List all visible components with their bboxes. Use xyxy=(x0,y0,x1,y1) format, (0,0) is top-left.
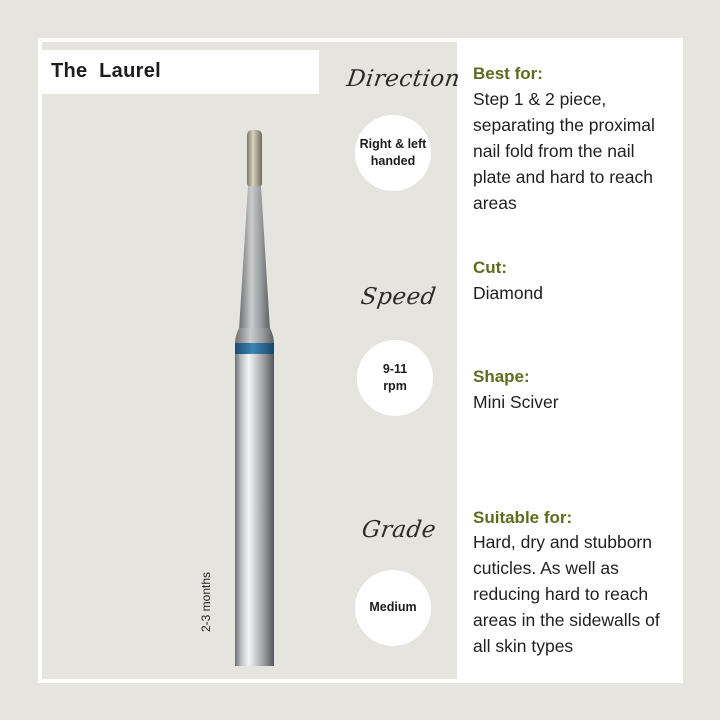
suitable-for-heading: Suitable for: xyxy=(473,508,573,527)
suitable-for-line: reducing hard to reach xyxy=(473,584,649,604)
shape-text xyxy=(473,389,685,415)
suitable-for-line: Hard, dry and stubborn xyxy=(473,532,652,552)
lifespan-label: 2-3 months xyxy=(199,571,213,632)
direction-value-line-2: handed xyxy=(370,154,416,168)
drill-bit-image xyxy=(220,122,286,668)
best-for-line: separating the proximal xyxy=(473,115,655,135)
cut-text xyxy=(473,280,685,306)
suitable-for-text xyxy=(473,529,685,659)
best-for-line: Step 1 & 2 piece, xyxy=(473,89,607,109)
grade-badge xyxy=(355,570,431,646)
direction-badge xyxy=(355,115,431,191)
best-for-line: plate and hard to reach xyxy=(473,167,653,187)
best-for-text xyxy=(473,86,685,216)
cut-heading: Cut: xyxy=(473,258,507,277)
cut-value: Diamond xyxy=(473,283,544,303)
speed-badge xyxy=(357,340,433,416)
suitable-for-line: areas in the sidewalls of xyxy=(473,610,660,630)
best-for-line: nail fold from the nail xyxy=(473,141,635,161)
best-for-line: areas xyxy=(473,193,517,213)
speed-value-line-2: rpm xyxy=(383,379,407,393)
shape-heading: Shape: xyxy=(473,367,530,386)
suitable-for-line: all skin types xyxy=(473,636,574,656)
grade-value: Medium xyxy=(369,600,417,615)
shape-value: Mini Sciver xyxy=(473,392,559,412)
speed-label: Speed xyxy=(359,284,438,310)
direction-value-line-1: Right & left xyxy=(359,136,427,151)
suitable-for-line: cuticles. As well as xyxy=(473,558,619,578)
product-title: The Laurel xyxy=(51,60,161,82)
grade-label: Grade xyxy=(360,517,438,543)
best-for-heading: Best for: xyxy=(473,64,543,83)
direction-label: Direction xyxy=(345,66,462,92)
speed-value-line-1: 9-11 xyxy=(382,361,408,376)
